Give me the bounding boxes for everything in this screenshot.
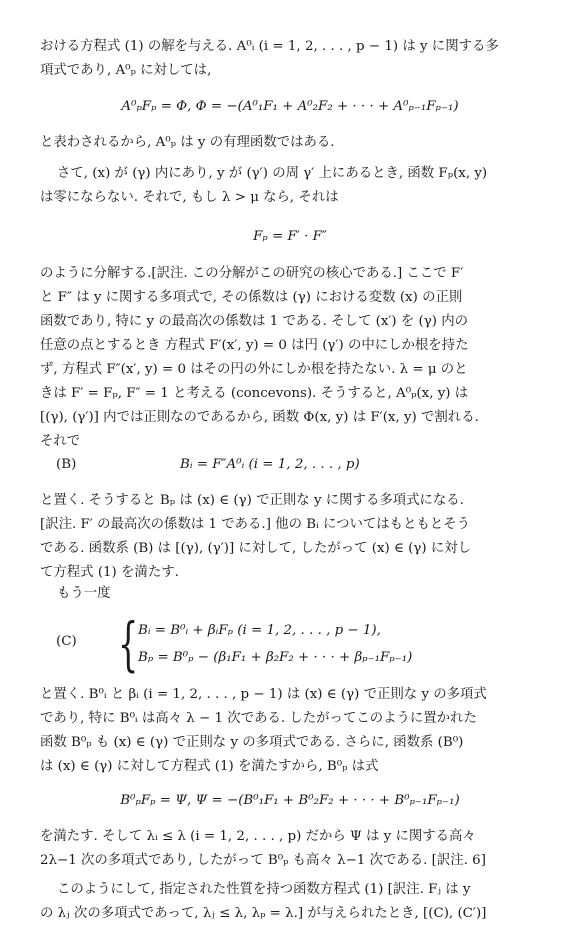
- equation-c-line: Bₚ = B⁰ₚ − (β₁F₁ + β₂F₂ + · · · + βₚ₋₁Fₚ₋₁): [138, 650, 413, 665]
- equation-c-line: Bᵢ = B⁰ᵢ + βᵢFₚ (i = 1, 2, . . . , p − 1),: [138, 623, 381, 638]
- equation-b: Bᵢ = F″A⁰ᵢ (i = 1, 2, . . . , p): [180, 457, 360, 472]
- text-line: 任意の点とするとき 方程式 F′(x′, y) = 0 は円 (γ′) の中にしか根を持た: [40, 338, 469, 353]
- text-line: 項式であり, A⁰ₚ に対しては,: [40, 63, 212, 78]
- text-line: もう一度: [57, 586, 111, 601]
- equation-phi: A⁰ₚFₚ = Φ, Φ = −(A⁰₁F₁ + A⁰₂F₂ + · · · + A⁰ₚ₋₁Fₚ₋₁): [121, 99, 459, 114]
- equation-tag-c: (C): [56, 634, 77, 649]
- text-line: きは F′ = Fₚ, F″ = 1 と考える (concevons). そうすると, A⁰ₚ(x, y) は: [40, 386, 469, 401]
- equation-tag-b: (B): [56, 457, 77, 472]
- text-line: [訳注. F′ の最高次の係数は 1 である.] 他の Bᵢ についてはもともとそう: [40, 517, 471, 532]
- text-line: の λⱼ 次の多項式であって, λⱼ ≤ λ, λₚ = λ.] が与えられたとき, [(C), (C′)]: [40, 906, 487, 921]
- text-line: 函数 B⁰ₚ も (x) ∈ (γ) で正則な y の多項式である. さらに, 函数系 (B⁰): [40, 735, 464, 750]
- text-line: を満たす. そして λᵢ ≤ λ (i = 1, 2, . . . , p) だから Ψ は y に関する高々: [40, 829, 476, 844]
- text-line: このようにして, 指定された性質を持つ函数方程式 (1) [訳注. Fⱼ は y: [57, 882, 471, 897]
- text-line: と置く. B⁰ᵢ と βᵢ (i = 1, 2, . . . , p − 1) は (x) ∈ (γ) で正則な y の多項式: [40, 687, 487, 702]
- text-line: さて, (x) が (γ) 内にあり, y が (γ′) の周 γ′ 上にあるとき, 函数 Fₚ(x, y): [57, 166, 488, 181]
- left-brace-icon: {: [118, 610, 139, 678]
- text-line: ず, 方程式 F″(x′, y) = 0 はその円の外にしか根を持たない. λ = μ のと: [40, 362, 468, 377]
- text-line: は (x) ∈ (γ) に対して方程式 (1) を満たすから, B⁰ₚ は式: [40, 759, 379, 774]
- equation-factorization: Fₚ = F′ · F″: [253, 229, 327, 244]
- text-line: と表わされるから, A⁰ₚ は y の有理函数ではある.: [40, 135, 335, 150]
- text-line: それで: [40, 434, 81, 449]
- equation-psi: B⁰ₚFₚ = Ψ, Ψ = −(B⁰₁F₁ + B⁰₂F₂ + · · · + B⁰ₚ₋₁Fₚ₋₁): [120, 793, 460, 808]
- text-line: と F″ は y に関する多項式で, その係数は (γ) における変数 (x) の正則: [40, 290, 463, 305]
- text-line: と置く. そうすると Bₚ は (x) ∈ (γ) で正則な y に関する多項式になる.: [40, 493, 464, 508]
- text-line: 函数であり, 特に y の最高次の係数は 1 である. そして (x′) を (γ) 内の: [40, 314, 469, 329]
- text-line: 2λ−1 次の多項式であり, したがって B⁰ₚ も高々 λ−1 次である. [訳注. 6]: [40, 853, 486, 868]
- text-line: [(γ), (γ′)] 内では正則なのであるから, 函数 Φ(x, y) は F′(x, y) で割れる.: [40, 410, 479, 425]
- text-line: て方程式 (1) を満たす.: [40, 565, 179, 580]
- text-line: おける方程式 (1) の解を与える. A⁰ᵢ (i = 1, 2, . . . , p − 1) は y に関する多: [40, 39, 499, 54]
- text-line: のように分解する.[訳注. この分解がこの研究の核心である.] ここで F′: [40, 266, 464, 281]
- text-line: であり, 特に B⁰ᵢ は高々 λ − 1 次である. したがってこのように置かれた: [40, 711, 477, 726]
- text-line: は零にならない. それで, もし λ > μ なら, それは: [40, 190, 339, 205]
- text-line: である. 函数系 (B) は [(γ), (γ′)] に対して, したがって (x) ∈ (γ) に対し: [40, 541, 472, 556]
